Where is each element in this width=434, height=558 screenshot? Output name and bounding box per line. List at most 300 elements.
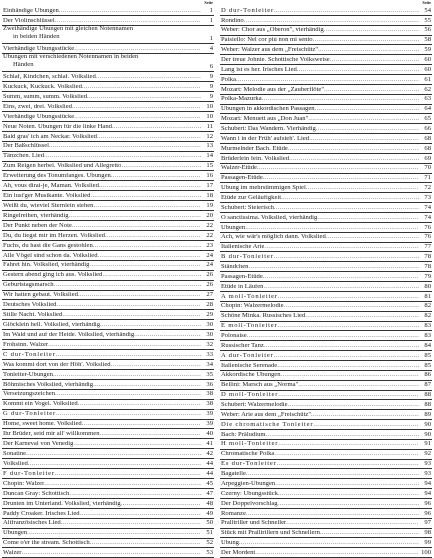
seite-header-right: Seite bbox=[422, 0, 431, 5]
toc-entry-title: Polka-Mazurka bbox=[221, 96, 262, 103]
leader-dots bbox=[99, 183, 201, 190]
leader-dots bbox=[288, 146, 419, 153]
leader-dots bbox=[305, 313, 419, 320]
toc-entry bbox=[220, 509, 432, 519]
toc-entry bbox=[220, 312, 432, 322]
toc-entry-page: 68 bbox=[424, 144, 431, 152]
toc-entry-page: 36 bbox=[206, 380, 213, 388]
toc-entry-title: Übungen in akkordischen Passagen bbox=[221, 106, 315, 113]
toc-entry bbox=[220, 85, 432, 95]
toc-entry-page: 26 bbox=[206, 271, 213, 279]
toc-entry-title: Passagen-Etüde bbox=[221, 175, 263, 182]
toc-entry bbox=[2, 469, 214, 479]
toc-entry-title: Zweihändige Übungen mit gleichen Notennamen bbox=[3, 25, 134, 32]
toc-entry-page: 35 bbox=[206, 370, 213, 378]
toc-entry-page: 62 bbox=[424, 85, 431, 93]
toc-entry-page: 48 bbox=[206, 499, 213, 507]
toc-entry-title: Übung im mehrstimmigen Spiel bbox=[221, 185, 306, 192]
leader-dots bbox=[56, 352, 201, 359]
toc-entry bbox=[220, 154, 432, 164]
toc-entry-title: Paddy Croaker. Irisches Lied bbox=[3, 510, 80, 517]
leader-dots bbox=[105, 233, 201, 240]
toc-entry bbox=[220, 322, 432, 332]
leader-dots bbox=[55, 18, 201, 25]
leader-dots bbox=[102, 272, 201, 279]
leader-dots bbox=[100, 322, 201, 329]
toc-entry bbox=[2, 261, 214, 271]
toc-entry-title: Pralltriller und Schneller bbox=[221, 520, 287, 527]
toc-entry-title: Kuckuck, Kuckuck. Volkslied bbox=[3, 83, 82, 90]
leader-dots bbox=[121, 501, 201, 508]
toc-entry bbox=[2, 92, 214, 102]
toc-entry bbox=[2, 181, 214, 191]
toc-entry bbox=[220, 203, 432, 213]
leader-dots bbox=[98, 253, 201, 260]
toc-entry-page: 11 bbox=[206, 122, 213, 130]
toc-entry-title: Romanze bbox=[221, 510, 246, 517]
leader-dots bbox=[281, 195, 419, 202]
leader-dots bbox=[112, 124, 201, 131]
toc-entry-page: 15 bbox=[206, 162, 213, 170]
toc-entry bbox=[220, 519, 432, 529]
toc-entry-title: Polka bbox=[221, 76, 237, 83]
leader-dots bbox=[244, 18, 419, 25]
toc-entry bbox=[220, 262, 432, 272]
toc-entry bbox=[220, 361, 432, 371]
toc-entry-page: 51 bbox=[206, 529, 213, 537]
toc-entry bbox=[2, 221, 214, 231]
toc-entry-title-wrap bbox=[3, 26, 201, 43]
leader-dots bbox=[262, 96, 419, 103]
leader-dots bbox=[90, 193, 201, 200]
toc-entry-page: 17 bbox=[206, 182, 213, 190]
toc-entry-page: 96 bbox=[424, 499, 431, 507]
toc-entry bbox=[2, 330, 214, 340]
toc-entry-title: Eins, zwei, drei. Volkslied bbox=[3, 103, 72, 110]
leader-dots bbox=[53, 372, 201, 379]
toc-entry-title: Chopin: Walzermelodie bbox=[221, 303, 284, 310]
leader-dots bbox=[48, 342, 201, 349]
toc-entry-title: F dur-Tonleiter bbox=[3, 470, 55, 477]
toc-entry bbox=[220, 134, 432, 144]
toc-entry-title: Der Violinschlüssel bbox=[3, 17, 55, 24]
toc-entry bbox=[2, 320, 214, 330]
leader-dots bbox=[317, 215, 419, 222]
toc-entry bbox=[2, 44, 214, 54]
leader-dots bbox=[315, 106, 419, 113]
toc-entry bbox=[2, 519, 214, 529]
toc-entry-title: Schubert: Das Wandern. Vierhändig bbox=[221, 125, 316, 132]
leader-dots bbox=[82, 421, 201, 428]
toc-entry bbox=[2, 479, 214, 489]
leader-dots bbox=[274, 353, 419, 360]
leader-dots bbox=[93, 203, 201, 210]
leader-dots bbox=[311, 412, 419, 419]
toc-entry bbox=[220, 440, 432, 450]
toc-entry bbox=[220, 479, 432, 489]
leader-dots bbox=[278, 501, 419, 508]
toc-entry-title: Drunten im Unterland. Volkslied, vierhändig bbox=[3, 500, 121, 507]
toc-entry-title: G dur-Tonleiter bbox=[3, 411, 56, 418]
toc-entry-title-continued: in beiden Händen bbox=[13, 34, 60, 41]
leader-dots bbox=[316, 126, 419, 133]
toc-entry-title: Weber: Walzer aus dem „Freischütz" bbox=[221, 47, 319, 54]
toc-entry-title: Alle Vögel sind schon da. Volkslied bbox=[3, 252, 98, 259]
toc-entry bbox=[220, 36, 432, 46]
leader-dots bbox=[100, 431, 201, 438]
toc-entry-title: Duncan Gray: Schottisch bbox=[3, 490, 70, 497]
leader-dots bbox=[277, 363, 419, 370]
toc-entry bbox=[220, 469, 432, 479]
toc-entry bbox=[2, 171, 214, 181]
leader-dots bbox=[44, 153, 201, 160]
leader-dots bbox=[74, 114, 201, 121]
toc-entry bbox=[220, 341, 432, 351]
toc-entry-title: Tänzchen. Lied bbox=[3, 153, 45, 160]
toc-entry-title: Volkslied bbox=[3, 460, 28, 467]
toc-entry-title: Bellini: Marsch aus „Norma" bbox=[221, 382, 299, 389]
toc-entry-page: 1 bbox=[209, 34, 213, 42]
toc-entry-page: 100 bbox=[421, 548, 431, 556]
toc-entry-title: Vierhändige Übungsstücke bbox=[3, 45, 75, 52]
toc-entry bbox=[2, 390, 214, 400]
toc-entry-page: 60 bbox=[424, 65, 431, 73]
toc-entry-title: A dur-Tonleiter bbox=[221, 352, 274, 359]
toc-entry-title: Schöne Minka. Russisches Lied bbox=[221, 313, 306, 320]
toc-entry bbox=[220, 351, 432, 361]
toc-entry-title: Der Doppelvorschlag bbox=[221, 500, 278, 507]
toc-entry bbox=[220, 164, 432, 174]
toc-entry bbox=[220, 75, 432, 85]
toc-entry bbox=[2, 72, 214, 82]
leader-dots bbox=[255, 550, 419, 557]
toc-entry-page: 82 bbox=[424, 302, 431, 310]
leader-dots bbox=[263, 175, 419, 182]
leader-dots bbox=[289, 156, 419, 163]
toc-entry-page: 14 bbox=[206, 152, 213, 160]
toc-entry-page: 53 bbox=[206, 549, 213, 557]
toc-entry-title: Weber: Arie aus dem „Freischütz" bbox=[221, 411, 312, 418]
toc-entry bbox=[2, 152, 214, 162]
toc-entry-title: H moll-Tonleiter bbox=[221, 441, 279, 448]
toc-entry bbox=[220, 381, 432, 391]
toc-entry-title: Akkordische Übungen bbox=[221, 372, 281, 379]
toc-entry-page: 58 bbox=[424, 36, 431, 44]
toc-entry bbox=[2, 420, 214, 430]
toc-entry bbox=[220, 45, 432, 55]
toc-entry-page: 89 bbox=[424, 410, 431, 418]
toc-entry-title: Schubert: Steierisch bbox=[221, 204, 274, 211]
toc-entry-page: 30 bbox=[206, 330, 213, 338]
leader-dots bbox=[236, 77, 419, 84]
toc-entry-title: Ständchen bbox=[221, 264, 249, 271]
leader-dots bbox=[263, 284, 419, 291]
leader-dots bbox=[239, 540, 419, 547]
toc-entry-title: Sonatine bbox=[3, 451, 27, 457]
leader-dots bbox=[286, 520, 419, 527]
leader-dots bbox=[59, 8, 201, 15]
toc-entry bbox=[220, 391, 432, 401]
toc-entry-title: Ah, vous dirai-je, Maman. Volkslied bbox=[3, 183, 99, 190]
toc-entry-page: 41 bbox=[206, 440, 213, 448]
toc-entry-page: 16 bbox=[206, 172, 213, 180]
toc-entry-page: 65 bbox=[424, 115, 431, 123]
leader-dots bbox=[248, 264, 419, 271]
toc-entry-page: 39 bbox=[206, 410, 213, 418]
toc-entry-page: 61 bbox=[424, 75, 431, 83]
leader-dots bbox=[56, 302, 201, 309]
toc-entry-page: 56 bbox=[424, 26, 431, 34]
leader-dots bbox=[90, 540, 201, 547]
toc-entry bbox=[220, 460, 432, 470]
toc-entry-page: 49 bbox=[206, 509, 213, 517]
leader-dots bbox=[87, 94, 201, 101]
toc-entry bbox=[2, 459, 214, 469]
leader-dots bbox=[318, 47, 419, 54]
toc-entry-page: 60 bbox=[424, 55, 431, 63]
toc-entry-title: Bagatelle bbox=[221, 471, 246, 478]
toc-entry-title: Der Baßschlüssel bbox=[3, 143, 49, 150]
toc-entry-page: 88 bbox=[424, 391, 431, 399]
toc-entry-page: 76 bbox=[424, 233, 431, 241]
leader-dots bbox=[246, 511, 419, 518]
toc-entry bbox=[220, 282, 432, 292]
toc-entry bbox=[2, 122, 214, 132]
leader-dots bbox=[284, 303, 419, 310]
toc-entry bbox=[220, 183, 432, 193]
toc-entry-page: 97 bbox=[424, 519, 431, 527]
toc-entry-title: C dur-Tonleiter bbox=[3, 351, 56, 358]
toc-entry bbox=[220, 144, 432, 154]
leader-dots bbox=[288, 402, 419, 409]
leader-dots bbox=[324, 87, 419, 94]
toc-entry-title: Gestern abend ging ich aus. Volkslied bbox=[3, 272, 103, 279]
toc-entry-title: Arpeggien-Übungen bbox=[221, 480, 276, 487]
toc-entry-title: E moll-Tonleiter bbox=[221, 323, 278, 330]
leader-dots bbox=[266, 432, 419, 439]
toc-entry-page: 9 bbox=[209, 72, 213, 80]
toc-entry-title: Du, du liegst mir im Herzen. Volkslied bbox=[3, 232, 105, 239]
toc-entry-page: 10 bbox=[206, 112, 213, 120]
toc-entry-title: Neue Noten. Übungen für die linke Hand bbox=[3, 123, 112, 130]
leader-dots bbox=[264, 244, 419, 251]
leader-dots bbox=[111, 173, 201, 180]
toc-entry-page: 81 bbox=[424, 292, 431, 300]
toc-entry-title: Come o'er the stream. Schottisch bbox=[3, 540, 90, 547]
toc-entry-page: 73 bbox=[424, 194, 431, 201]
leader-dots bbox=[28, 461, 201, 468]
toc-entry bbox=[220, 489, 432, 499]
toc-entry-page: 91 bbox=[424, 440, 431, 448]
toc-entry-title: Vierhändige Übungsstücke bbox=[3, 113, 75, 120]
leader-dots bbox=[93, 382, 201, 389]
toc-entry bbox=[2, 241, 214, 251]
toc-entry-page: 69 bbox=[424, 154, 431, 162]
toc-entry-page: 54 bbox=[424, 6, 431, 14]
toc-entry bbox=[2, 281, 214, 291]
toc-entry-title: Schubert: Walzermelodie bbox=[221, 402, 288, 409]
toc-entry-title: Übungen bbox=[221, 224, 246, 231]
toc-entry-title: Frohsinn. Walzer bbox=[3, 341, 49, 348]
seite-header-left: Seite bbox=[204, 0, 213, 5]
toc-entry-page: 52 bbox=[206, 539, 213, 547]
toc-entry bbox=[220, 272, 432, 282]
toc-entry-title: Walzer-Etüde bbox=[221, 165, 257, 172]
toc-entry bbox=[2, 429, 214, 439]
toc-entry-page: 22 bbox=[206, 221, 213, 229]
toc-entry bbox=[2, 82, 214, 92]
toc-entry-title: Ihr Brüder, seid mir all' willkommen bbox=[3, 431, 100, 438]
toc-entry-page: 74 bbox=[424, 203, 431, 211]
toc-entry-page: 83 bbox=[424, 332, 431, 340]
toc-entry bbox=[220, 213, 432, 223]
toc-entry bbox=[2, 6, 214, 16]
toc-entry-page: 88 bbox=[424, 401, 431, 409]
leader-dots bbox=[72, 223, 201, 230]
leader-dots bbox=[274, 205, 419, 212]
toc-entry-title: Polonaise bbox=[221, 333, 247, 340]
toc-entry-page: 86 bbox=[424, 371, 431, 379]
toc-entry-page: 6 bbox=[209, 63, 213, 71]
toc-entry bbox=[2, 350, 214, 360]
toc-entry-title: Im Wald und auf der Heide. Volkslied, vierhändig bbox=[3, 331, 135, 338]
toc-entry-title: Einhändige Übungen bbox=[3, 7, 59, 14]
toc-entry-title: Czerny: Übungsstück bbox=[221, 490, 278, 497]
toc-entry-page: 18 bbox=[206, 192, 213, 200]
toc-entry-page: 83 bbox=[424, 322, 431, 330]
toc-entry bbox=[2, 509, 214, 519]
toc-entry-page: 1 bbox=[209, 16, 213, 24]
leader-dots bbox=[26, 451, 201, 458]
toc-entry bbox=[220, 420, 432, 430]
toc-entry bbox=[220, 243, 432, 253]
toc-entry-page: 45 bbox=[206, 479, 213, 487]
toc-entry-title: Der Karneval von Venedig bbox=[3, 441, 74, 448]
toc-entry bbox=[220, 538, 432, 548]
toc-entry-title: Mozart: Menuett aus „Don Juan" bbox=[221, 116, 309, 123]
toc-entry-title: A moll-Tonleiter bbox=[221, 293, 278, 300]
toc-entry-title: Geburtstagsmarsch bbox=[3, 282, 54, 289]
toc-entry-title: Versetzungszeichen bbox=[3, 391, 55, 398]
toc-entry-title: Italienische Serenade bbox=[221, 362, 278, 369]
leader-dots bbox=[278, 491, 419, 498]
toc-entry-page: 50 bbox=[206, 519, 213, 527]
toc-entry-page: 84 bbox=[424, 341, 431, 349]
toc-entry bbox=[2, 370, 214, 380]
toc-entry-title: Fuchs, du hast die Gans gestohlen bbox=[3, 242, 93, 249]
toc-entry-title: Bach: Präludium bbox=[221, 431, 266, 438]
toc-entry-title: Tonleiter-Übungen bbox=[3, 371, 53, 378]
leader-dots bbox=[56, 411, 201, 418]
toc-entry bbox=[220, 529, 432, 539]
toc-entry-page: 78 bbox=[424, 263, 431, 271]
toc-entry-page: 63 bbox=[424, 95, 431, 103]
leader-dots bbox=[62, 312, 201, 319]
toc-entry-title: Chopin: Walzer bbox=[3, 480, 45, 487]
toc-entry-title: Etüde zur Geläufigkeit bbox=[221, 195, 282, 201]
leader-dots bbox=[278, 392, 419, 399]
leader-dots bbox=[278, 294, 419, 301]
toc-right-list bbox=[220, 6, 432, 558]
toc-entry-title-wrap bbox=[3, 54, 201, 71]
toc-entry bbox=[2, 102, 214, 112]
leader-dots bbox=[264, 343, 419, 350]
toc-entry bbox=[2, 449, 214, 459]
toc-entry-page: 71 bbox=[424, 174, 431, 182]
leader-dots bbox=[275, 481, 419, 488]
toc-entry bbox=[220, 371, 432, 381]
toc-entry-title: Mozart: Melodie aus der „Zauberflöte" bbox=[221, 86, 325, 93]
toc-entry-title: Summ, summ, summ. Volkslied bbox=[3, 93, 88, 100]
leader-dots bbox=[49, 143, 201, 150]
toc-entry-page: 90 bbox=[424, 420, 431, 428]
toc-entry-page: 24 bbox=[206, 261, 213, 269]
leader-dots bbox=[278, 441, 419, 448]
toc-entry bbox=[2, 340, 214, 350]
toc-entry bbox=[2, 310, 214, 320]
toc-entry-page: 85 bbox=[424, 351, 431, 359]
leader-dots bbox=[54, 282, 201, 289]
toc-entry-title: Der Punkt neben der Note bbox=[3, 222, 72, 229]
toc-entry bbox=[220, 450, 432, 460]
toc-entry-page: 70 bbox=[424, 164, 431, 172]
toc-entry-page: 4 bbox=[209, 44, 213, 52]
toc-entry-title: Altfranzösisches Lied bbox=[3, 520, 61, 527]
toc-entry-page: 64 bbox=[424, 105, 431, 113]
toc-entry-title: Walzer bbox=[3, 550, 22, 557]
toc-entry-title: Es dur-Tonleiter bbox=[221, 461, 277, 468]
toc-entry bbox=[2, 251, 214, 261]
toc-entry bbox=[2, 211, 214, 221]
toc-entry bbox=[220, 174, 432, 184]
toc-entry-title: Stille Nacht. Volkslied bbox=[3, 312, 63, 319]
toc-entry-page: 94 bbox=[424, 479, 431, 487]
leader-dots bbox=[277, 323, 419, 330]
toc-entry bbox=[220, 223, 432, 233]
toc-entry-page: 38 bbox=[206, 390, 213, 398]
toc-entry-title: Was kommt dort von der Höh'. Volkslied bbox=[3, 361, 111, 368]
toc-entry-title: Brüderlein fein. Volkslied bbox=[221, 155, 290, 162]
leader-dots bbox=[69, 213, 201, 220]
toc-entry-title: Ringelreihen, vierhändig bbox=[3, 212, 69, 219]
toc-entry-page: 66 bbox=[424, 124, 431, 132]
toc-entry-page: 82 bbox=[424, 312, 431, 320]
toc-entry-title: Murmelnder Bach. Etüde bbox=[221, 145, 288, 152]
toc-entry-title: Fahret hin. Volkslied, vierhändig bbox=[3, 262, 90, 269]
toc-entry-title: Übungen mit verschiedenen Notennamen in beiden bbox=[3, 54, 139, 60]
leader-dots bbox=[257, 165, 419, 172]
toc-entry-page: 42 bbox=[206, 450, 213, 457]
toc-entry-title: Böhmisches Volkslied, vierhändig bbox=[3, 381, 94, 388]
toc-entry-page: 68 bbox=[424, 134, 431, 142]
toc-entry bbox=[2, 26, 214, 44]
toc-entry-title: Wir hatten gebaut. Volkslied bbox=[3, 292, 78, 299]
toc-entry bbox=[2, 300, 214, 310]
toc-entry-title: Passagen-Etüde bbox=[221, 273, 263, 280]
toc-entry bbox=[220, 499, 432, 509]
toc-entry bbox=[220, 430, 432, 440]
leader-dots bbox=[313, 422, 419, 429]
toc-entry-title: Die chromatische Tonleiter bbox=[221, 421, 314, 428]
toc-entry-page: 59 bbox=[424, 46, 431, 54]
toc-entry-page: 32 bbox=[206, 340, 213, 348]
toc-entry-page: 77 bbox=[424, 243, 431, 251]
toc-entry bbox=[220, 400, 432, 410]
toc-entry bbox=[2, 16, 214, 26]
toc-entry bbox=[2, 291, 214, 301]
toc-entry bbox=[2, 529, 214, 539]
leader-dots bbox=[82, 84, 201, 91]
